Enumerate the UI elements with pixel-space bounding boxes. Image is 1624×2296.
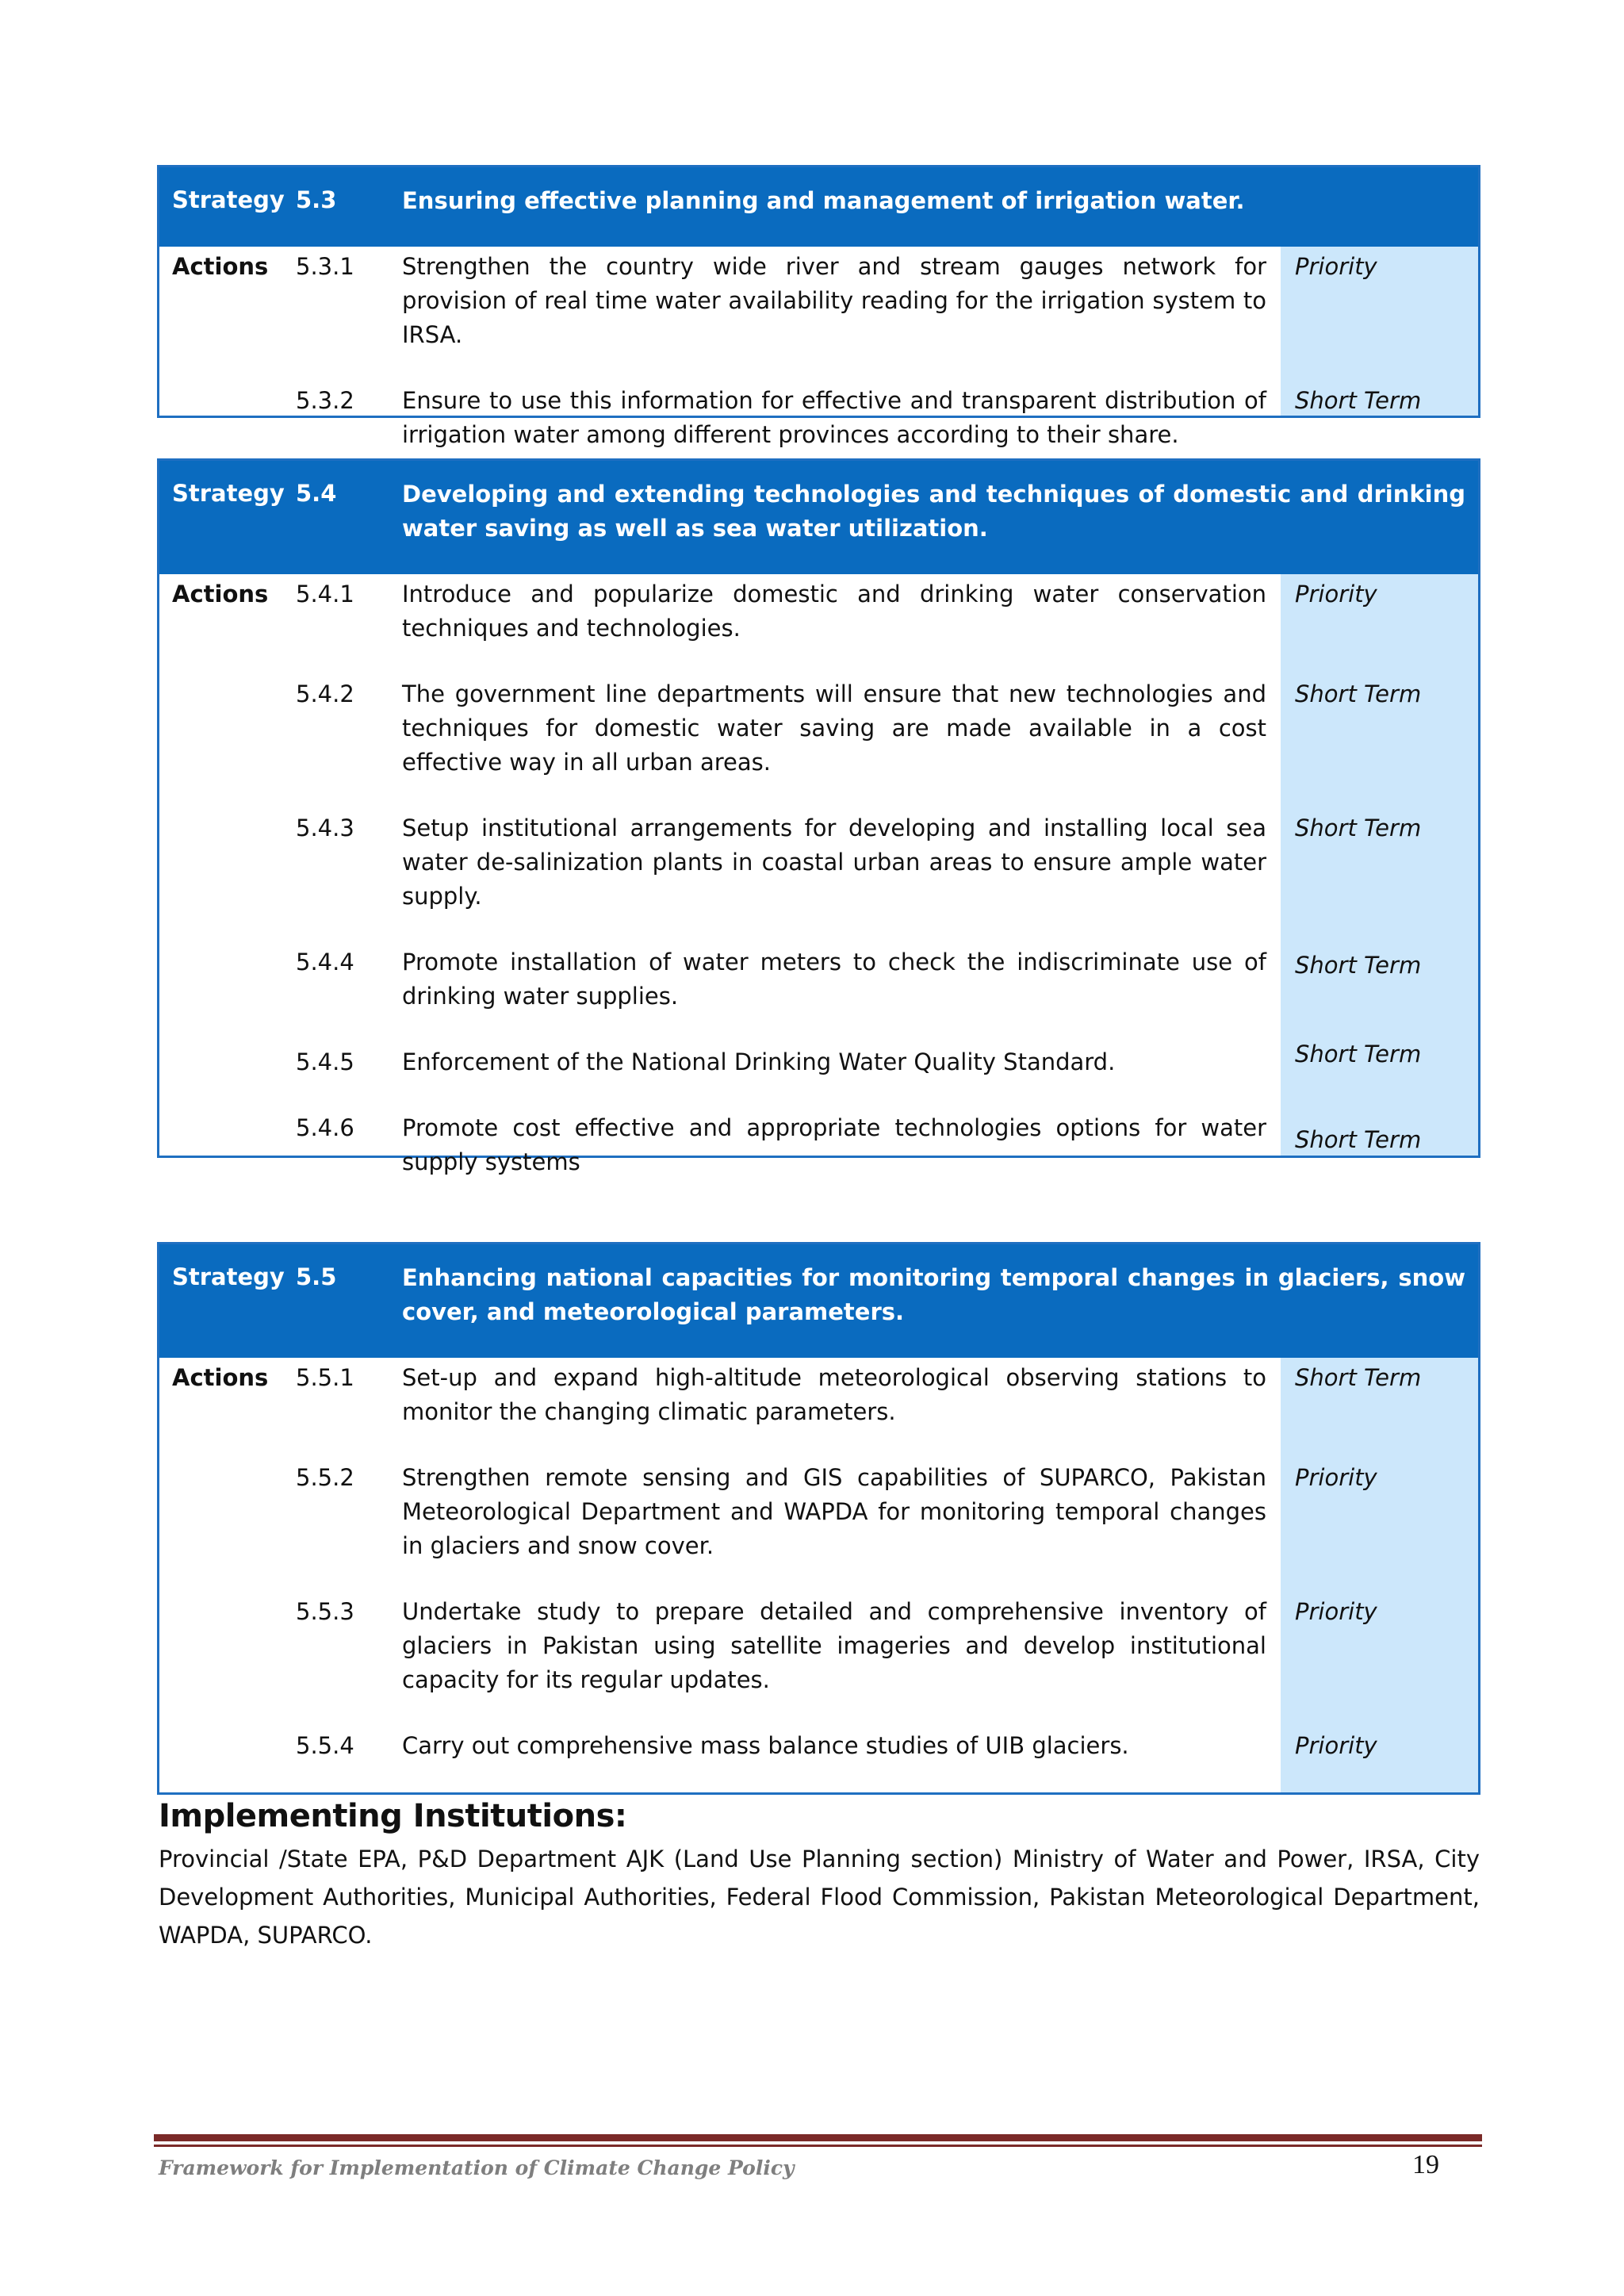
action-priority: Short Term xyxy=(1295,680,1422,707)
action-text: Carry out comprehensive mass balance studies of UIB glaciers. xyxy=(402,1732,1129,1759)
implementing-institutions-text: Provincial /State EPA, P&D Department AJK (Land Use Planning section) Ministry of Water and Power, IRSA, City Development Authorities, Municipal Authorities, Federal Flood Commission, Pakistan Meteorological Department, WAPDA, SUPARCO. xyxy=(159,1846,1480,1949)
action-text: Strengthen the country wide river and stream gauges network for provision of real time water availability reading for the irrigation system to IRSA. xyxy=(402,253,1266,348)
footer-document-title: Framework for Implementation of Climate Change Policy xyxy=(159,2156,795,2179)
actions-body xyxy=(159,574,1478,1175)
action-row xyxy=(172,250,1465,352)
action-number: 5.5.4 xyxy=(296,1732,354,1759)
actions-body xyxy=(159,1358,1478,1792)
action-row xyxy=(172,1729,1465,1763)
implementing-institutions-heading: Implementing Institutions: xyxy=(159,1798,627,1834)
action-text: Strengthen remote sensing and GIS capabilities of SUPARCO, Pakistan Meteorological Department and WAPDA for monitoring temporal changes in glaciers and snow cover. xyxy=(402,1464,1266,1559)
action-text: Promote installation of water meters to check the indiscriminate use of drinking water supplies. xyxy=(402,949,1266,1010)
action-row xyxy=(172,1595,1465,1697)
action-priority: Priority xyxy=(1295,1732,1377,1759)
action-number: 5.4.1 xyxy=(296,581,354,608)
action-row xyxy=(172,1041,1465,1079)
action-priority: Short Term xyxy=(1295,952,1422,979)
action-row xyxy=(172,945,1465,1014)
strategy-header xyxy=(159,461,1478,574)
action-number: 5.4.5 xyxy=(296,1048,354,1075)
action-priority: Short Term xyxy=(1295,1041,1422,1068)
action-row xyxy=(172,1461,1465,1563)
action-priority: Priority xyxy=(1295,1598,1377,1625)
action-priority: Priority xyxy=(1295,581,1377,608)
strategy-header xyxy=(159,167,1478,247)
action-text: Set-up and expand high-altitude meteorological observing stations to monitor the changing climatic parameters. xyxy=(402,1364,1266,1425)
action-row xyxy=(172,384,1465,452)
strategy-header xyxy=(159,1244,1478,1358)
strategy-5-3-table xyxy=(157,165,1480,448)
action-number: 5.5.2 xyxy=(296,1464,354,1491)
strategy-5-5-table xyxy=(157,1242,1480,1795)
action-row xyxy=(172,677,1465,780)
footer-rule-thick xyxy=(154,2134,1482,2141)
strategy-title: Enhancing national capacities for monitoring temporal changes in glaciers, snow cover, and meteorological parameters. xyxy=(402,1264,1465,1325)
strategy-5-4-table xyxy=(157,458,1480,1175)
action-number: 5.4.6 xyxy=(296,1114,354,1141)
priority-column xyxy=(1281,1358,1478,1792)
action-text: Ensure to use this information for effective and transparent distribution of irrigation water among different provinces according to their share. xyxy=(402,387,1266,448)
action-number: 5.4.2 xyxy=(296,680,354,707)
strategy-label: Strategy xyxy=(172,1263,285,1290)
action-number: 5.3.2 xyxy=(296,387,354,414)
strategy-title: Ensuring effective planning and management of irrigation water. xyxy=(402,187,1245,214)
page-number: 19 xyxy=(1412,2150,1439,2179)
action-text: Promote cost effective and appropriate technologies options for water supply systems xyxy=(402,1114,1266,1175)
strategy-label: Strategy xyxy=(172,480,285,507)
strategy-number: 5.5 xyxy=(296,1263,337,1290)
action-number: 5.5.1 xyxy=(296,1364,354,1391)
action-number: 5.4.3 xyxy=(296,815,354,841)
action-priority: Short Term xyxy=(1295,815,1422,841)
strategy-number: 5.3 xyxy=(296,186,337,213)
action-priority: Short Term xyxy=(1295,1126,1422,1153)
actions-body xyxy=(159,247,1478,448)
action-number: 5.5.3 xyxy=(296,1598,354,1625)
action-text: Introduce and popularize domestic and drinking water conservation techniques and technologies. xyxy=(402,581,1266,642)
strategy-number: 5.4 xyxy=(296,480,337,507)
action-text: The government line departments will ensure that new technologies and techniques for domestic water saving are made available in a cost effective way in all urban areas. xyxy=(402,680,1266,776)
action-priority: Short Term xyxy=(1295,1364,1422,1391)
action-row xyxy=(172,811,1465,914)
actions-label: Actions xyxy=(172,581,269,608)
action-number: 5.4.4 xyxy=(296,949,354,976)
action-row xyxy=(172,577,1465,646)
action-text: Setup institutional arrangements for developing and installing local sea water de-salinization plants in coastal urban areas to ensure ample water supply. xyxy=(402,815,1266,910)
actions-label: Actions xyxy=(172,1364,269,1391)
strategy-title: Developing and extending technologies and techniques of domestic and drinking water saving as well as sea water utilization. xyxy=(402,481,1465,542)
action-priority: Priority xyxy=(1295,1464,1377,1491)
action-number: 5.3.1 xyxy=(296,253,354,280)
action-priority: Priority xyxy=(1295,253,1377,280)
strategy-label: Strategy xyxy=(172,186,285,213)
action-row xyxy=(172,1361,1465,1429)
footer-rule-thin xyxy=(154,2145,1482,2147)
action-text: Undertake study to prepare detailed and comprehensive inventory of glaciers in Pakistan using satellite imageries and develop institutional capacity for its regular updates. xyxy=(402,1598,1266,1693)
actions-label: Actions xyxy=(172,253,269,280)
action-priority: Short Term xyxy=(1295,387,1422,414)
action-text: Enforcement of the National Drinking Water Quality Standard. xyxy=(402,1048,1116,1075)
action-row xyxy=(172,1111,1465,1179)
